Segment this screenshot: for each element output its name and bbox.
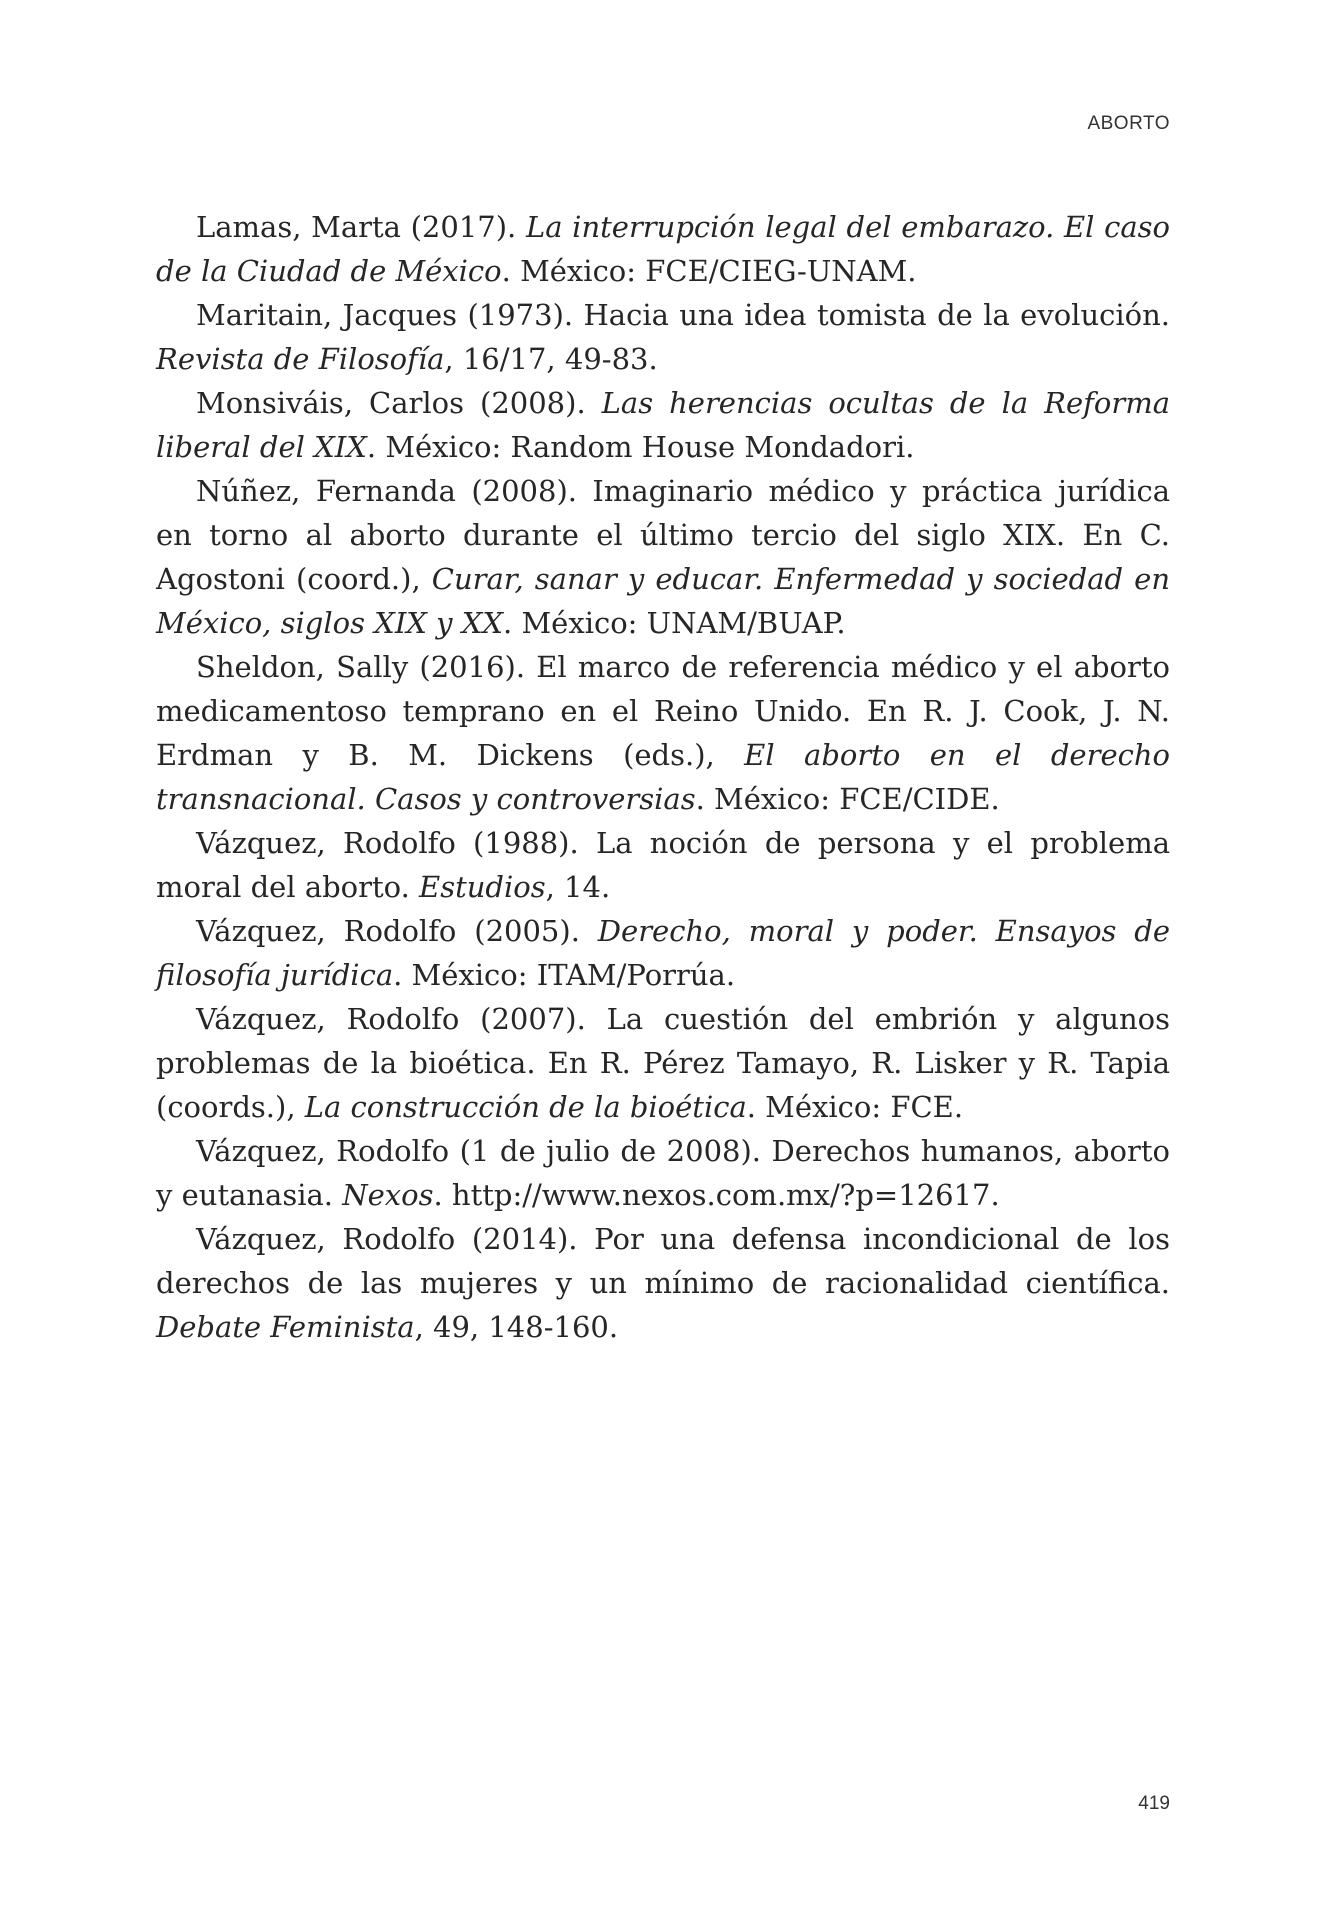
reference-entry	[156, 821, 1170, 909]
reference-title: Revista de Filosofía	[156, 342, 445, 376]
reference-text: Núñez, Fernanda (2008). Imaginario médico y práctica jurídica en torno al aborto durante el último tercio del siglo XIX. En C. Agostoni (coord.),	[156, 474, 1170, 596]
reference-text: Vázquez, Rodolfo (2005).	[196, 914, 598, 948]
reference-title: El aborto en el derecho transnacional. Casos y controversias	[156, 738, 1171, 816]
reference-title: La interrupción legal del embarazo. El caso de la Ciudad de México	[156, 210, 1170, 288]
reference-title: La construcción de la bioética	[304, 1090, 747, 1124]
reference-title: Estudios	[419, 870, 546, 904]
reference-entry	[156, 205, 1170, 293]
reference-text: Vázquez, Rodolfo (2007). La cuestión del embrión y algunos problemas de la bioética. En R. Pérez Tamayo, R. Lisker y R. Tapia (coords.),	[156, 1002, 1170, 1124]
reference-text: Sheldon, Sally (2016). El marco de referencia médico y el aborto medicamentoso temprano en el Reino Unido. En R. J. Cook, J. N. Erdman y B. M. Dickens (eds.),	[156, 650, 1170, 772]
reference-text: , 14.	[545, 870, 611, 904]
reference-entry	[156, 381, 1170, 469]
reference-text: . México: ITAM/Porrúa.	[393, 958, 736, 992]
reference-title: Curar, sanar y educar. Enfermedad y sociedad en México, siglos XIX y XX	[156, 562, 1170, 640]
reference-text: . México: FCE/CIDE.	[695, 782, 1000, 816]
reference-text: , 16/17, 49-83.	[444, 342, 658, 376]
reference-text: . México: FCE/CIEG-UNAM.	[501, 254, 917, 288]
reference-entry	[156, 469, 1170, 645]
reference-entry	[156, 1129, 1170, 1217]
reference-entry	[156, 997, 1170, 1129]
reference-title: Debate Feminista	[156, 1310, 415, 1344]
reference-title: Nexos	[342, 1178, 434, 1212]
reference-entry	[156, 293, 1170, 381]
reference-text: . http://www.nexos.com.mx/?p=12617.	[433, 1178, 1000, 1212]
reference-list	[156, 205, 1170, 1349]
reference-text: Vázquez, Rodolfo (2014). Por una defensa incondicional de los derechos de las mujeres y un mínimo de racionalidad científica.	[156, 1222, 1170, 1300]
reference-entry	[156, 909, 1170, 997]
reference-text: . México: UNAM/BUAP.	[503, 606, 846, 640]
reference-text: Lamas, Marta (2017).	[196, 210, 526, 244]
reference-text: Maritain, Jacques (1973). Hacia una idea tomista de la evolución.	[196, 298, 1170, 332]
reference-text: , 49, 148-160.	[414, 1310, 619, 1344]
page-number: 419	[1138, 1793, 1170, 1814]
reference-text: Vázquez, Rodolfo (1 de julio de 2008). Derechos humanos, aborto y eutanasia.	[156, 1134, 1170, 1212]
reference-text: Vázquez, Rodolfo (1988). La noción de persona y el problema moral del aborto.	[156, 826, 1170, 904]
reference-title: Las herencias ocultas de la Reforma liberal del XIX	[156, 386, 1170, 464]
reference-entry	[156, 645, 1170, 821]
reference-text: Monsiváis, Carlos (2008).	[196, 386, 602, 420]
reference-entry	[156, 1217, 1170, 1349]
reference-text: . México: Random House Mondadori.	[366, 430, 915, 464]
reference-text: . México: FCE.	[746, 1090, 964, 1124]
running-header: ABORTO	[1087, 113, 1170, 134]
reference-title: Derecho, moral y poder. Ensayos de filosofía jurídica	[156, 914, 1171, 992]
